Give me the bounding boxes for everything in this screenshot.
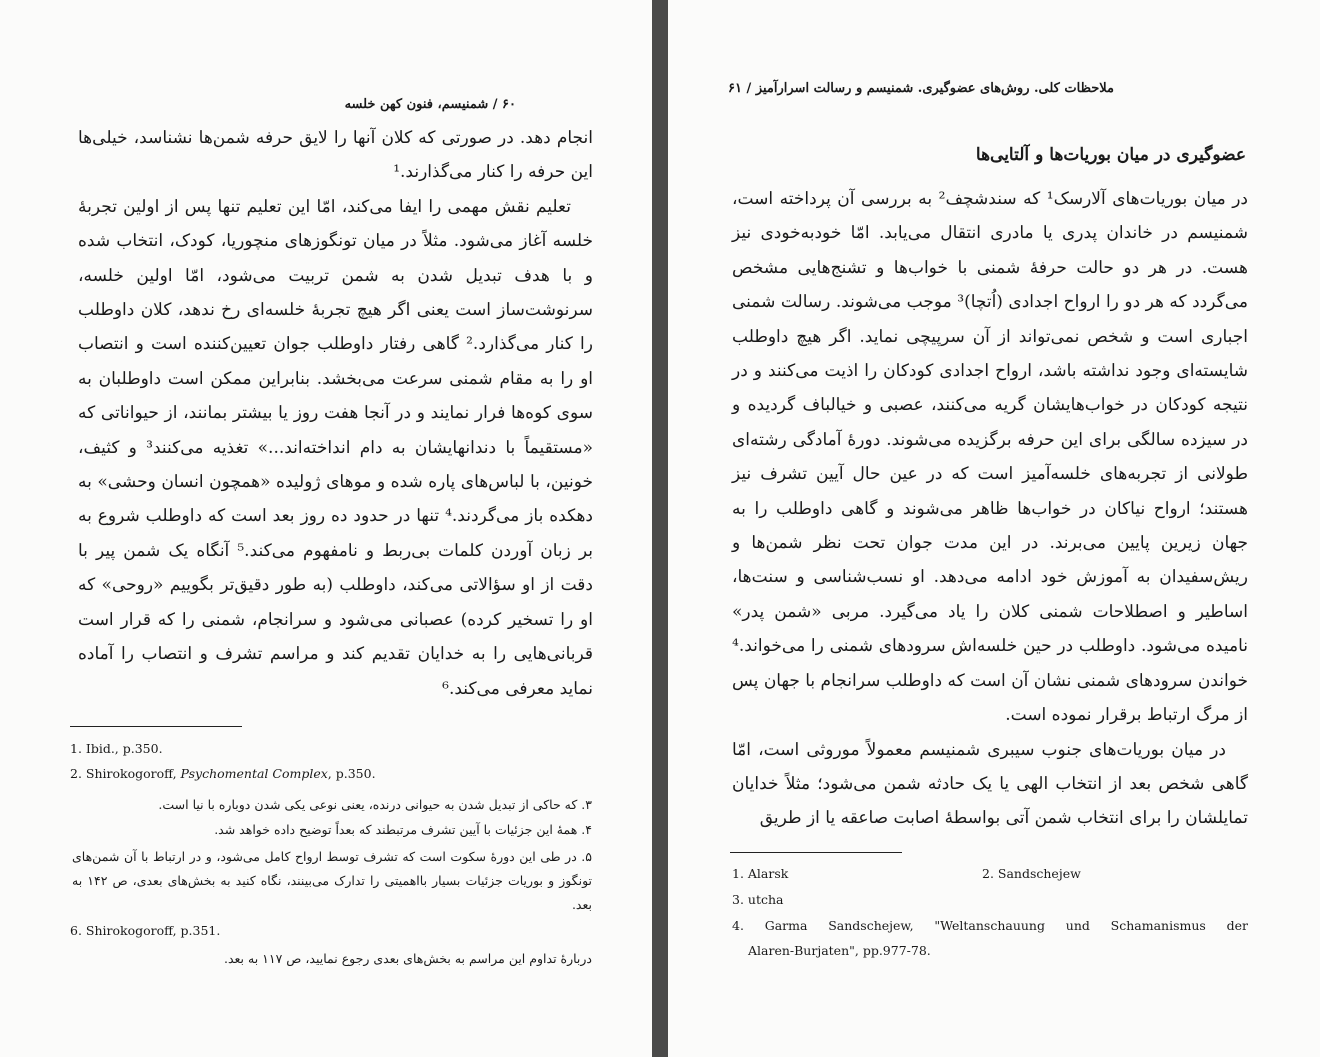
footnote-3: ۳. که حاکی از تبدیل شدن به حیوانی درنده، یعنی نوعی یکی شدن دوباره با نیا است. [158, 797, 592, 812]
footnote-separator [730, 852, 902, 853]
right-page [668, 0, 1320, 1057]
running-header-left: ۶۰ / شمنیسم، فنون کهن خلسه [344, 97, 516, 112]
paragraph: در میان بوریات‌های آلارسک¹ که سندشچف² به بررسی آن پرداخته است، شمنیسم در خاندان پدری یا مادری انتقال می‌یابد. امّا خودبه‌خودی نیز هست. در هر دو حالت حرفهٔ شمنی با خواب‌ها و تشنج‌هایی مشخص می‌گردد که هر دو را ارواح اجدادی (اُتچا)³ موجب می‌شوند. رسالت شمنی اجباری است و شخص نمی‌تواند از آن سرپیچی نماید. اگر هیچ داوطلب شایسته‌ای وجود نداشته باشد، ارواح اجدادی کودکان را اذیت می‌کنند و در نتیجه کودکان در خواب‌هایشان گریه می‌کنند، عصبی و خیالباف گردیده و در سیزده سالگی برای این حرفه برگزیده می‌شوند. دورهٔ آمادگی رشته‌ای طولانی از تجربه‌های خلسه‌آمیز است که در عین حال آیین تشرف نیز هستند؛ ارواح نیاکان در خواب‌ها ظاهر می‌شوند و گاهی داوطلب را به جهان زیرین پایین می‌برند. در این مدت جوان تحت نظر شمن‌ها و ریش‌سفیدان به آموزش خود ادامه می‌دهد. او نسب‌شناسی و سنت‌ها، اساطیر و اصطلاحات شمنی کلان را یاد می‌گیرد. مربی «شمن پدر» نامیده می‌شود. داوطلب در حین خلسه‌اش سرودهای شمنی را می‌خواند.⁴ خواندن سرودهای شمنی نشان آن است که داوطلب سرانجام با جهان پس از مرگ ارتباط برقرار نموده است. [732, 189, 1249, 726]
footnote-4-word: der [1226, 918, 1248, 933]
footnote-4 [732, 914, 1248, 938]
section-heading: عضوگیری در میان بوریات‌ها و آلتایی‌ها [975, 145, 1246, 165]
footnote-1: 1. Alarsk [732, 866, 789, 881]
running-header-right: ملاحظات کلی. روش‌های عضوگیری. شمنیسم و رسالت اسرارآمیز / ۶۱ [728, 81, 1114, 96]
footnote-2-page: , p.350. [327, 766, 376, 781]
paragraph: انجام دهد. در صورتی که کلان آنها را لایق حرفه شمن‌ها نشناسد، خیلی‌ها این حرفه را کنار می‌گذارند.¹ [78, 128, 593, 183]
footnote-4-word: Sandschejew, [828, 918, 914, 933]
footnote-2-title: Psychomental Complex [180, 766, 328, 781]
footnote-6-note: دربارهٔ تداوم این مراسم به بخش‌های بعدی رجوع نمایید، ص ۱۱۷ به بعد. [223, 951, 592, 966]
footnote-2-author: 2. Shirokogoroff, [70, 766, 181, 781]
footnote-6: 6. Shirokogoroff, p.351. [70, 923, 221, 938]
footnote-3: 3. utcha [732, 892, 784, 907]
left-page-body [78, 121, 593, 706]
footnote-4: ۴. همهٔ این جزئیات با آیین تشرف مرتبطند که بعداً توضیح داده خواهد شد. [214, 822, 592, 837]
paragraph: تعلیم نقش مهمی را ایفا می‌کند، امّا این تعلیم تنها پس از اولین تجربهٔ خلسه آغاز می‌شود. مثلاً در میان تونگوزهای منچوریا، کودک، انتخاب شده و با هدف تبدیل شدن به شمن تربیت می‌شود، امّا اولین خلسه، سرنوشت‌ساز است یعنی اگر هیچ تجربهٔ خلسه‌ای رخ ندهد، کلان داوطلب را کنار می‌گذارد.² گاهی رفتار داوطلب جوان تعیین‌کننده است و انتصاب او را به مقام شمنی سرعت می‌بخشد. بنابراین ممکن است داوطلبان به سوی کوه‌ها فرار نمایند و در آنجا هفت روز یا بیشتر بمانند، از حیواناتی که «مستقیماً با دندانهایشان به دام انداخته‌اند...» تغذیه می‌کنند³ و کثیف، خونین، با لباس‌های پاره شده و موهای ژولیده «همچون انسان وحشی» به دهکده باز می‌گردند.⁴ تنها در حدود ده روز بعد است که داوطلب شروع به بر زبان آوردن کلمات بی‌ربط و نامفهوم می‌کند.⁵ آنگاه یک شمن پیر با دقت از او سؤالاتی می‌کند، داوطلب (به طور دقیق‌تر بگوییم «روحی» که او را تسخیر کرده) عصبانی می‌شود و سرانجام، شمنی را که قرار است قربانی‌هایی را به خدایان تقدیم کند و مراسم تشرف و انتصاب را آماده نماید معرفی می‌کند.⁶ [78, 196, 594, 699]
footnote-5: ۵. در طی این دورهٔ سکوت است که تشرف توسط ارواح کامل می‌شود، و در ارتباط با آن شمن‌های تونگوز و بوریات جزئیات بسیار بااهمیتی را تدارک می‌بینند، نگاه کنید به بخش‌های بعدی، ص ۱۴۲ به بعد. [72, 849, 593, 912]
right-page-body [732, 182, 1248, 836]
left-page [0, 0, 652, 1057]
footnote-2 [70, 766, 376, 781]
footnote-4-word: Garma [764, 918, 808, 933]
footnote-4-word: Schamanismus [1110, 918, 1206, 933]
footnote-4-word: "Weltanschauung [934, 918, 1045, 933]
footnote-4-continuation: Alaren-Burjaten", pp.977-78. [748, 943, 931, 958]
footnote-2: 2. Sandschejew [982, 866, 1081, 881]
footnote-4-word: und [1065, 918, 1090, 933]
paragraph: در میان بوریات‌های جنوب سیبری شمنیسم معمولاً موروثی است، امّا گاهی شخص بعد از انتخاب الهی یا یک حادثه شمن می‌شود؛ مثلاً خدایان تمایلشان را برای انتخاب شمن آتی بواسطهٔ اصابت صاعقه یا از طریق [732, 739, 1248, 829]
footnote-1: 1. Ibid., p.350. [70, 741, 163, 756]
footnote-4-word: 4. [732, 918, 744, 933]
footnote-separator [70, 726, 242, 727]
